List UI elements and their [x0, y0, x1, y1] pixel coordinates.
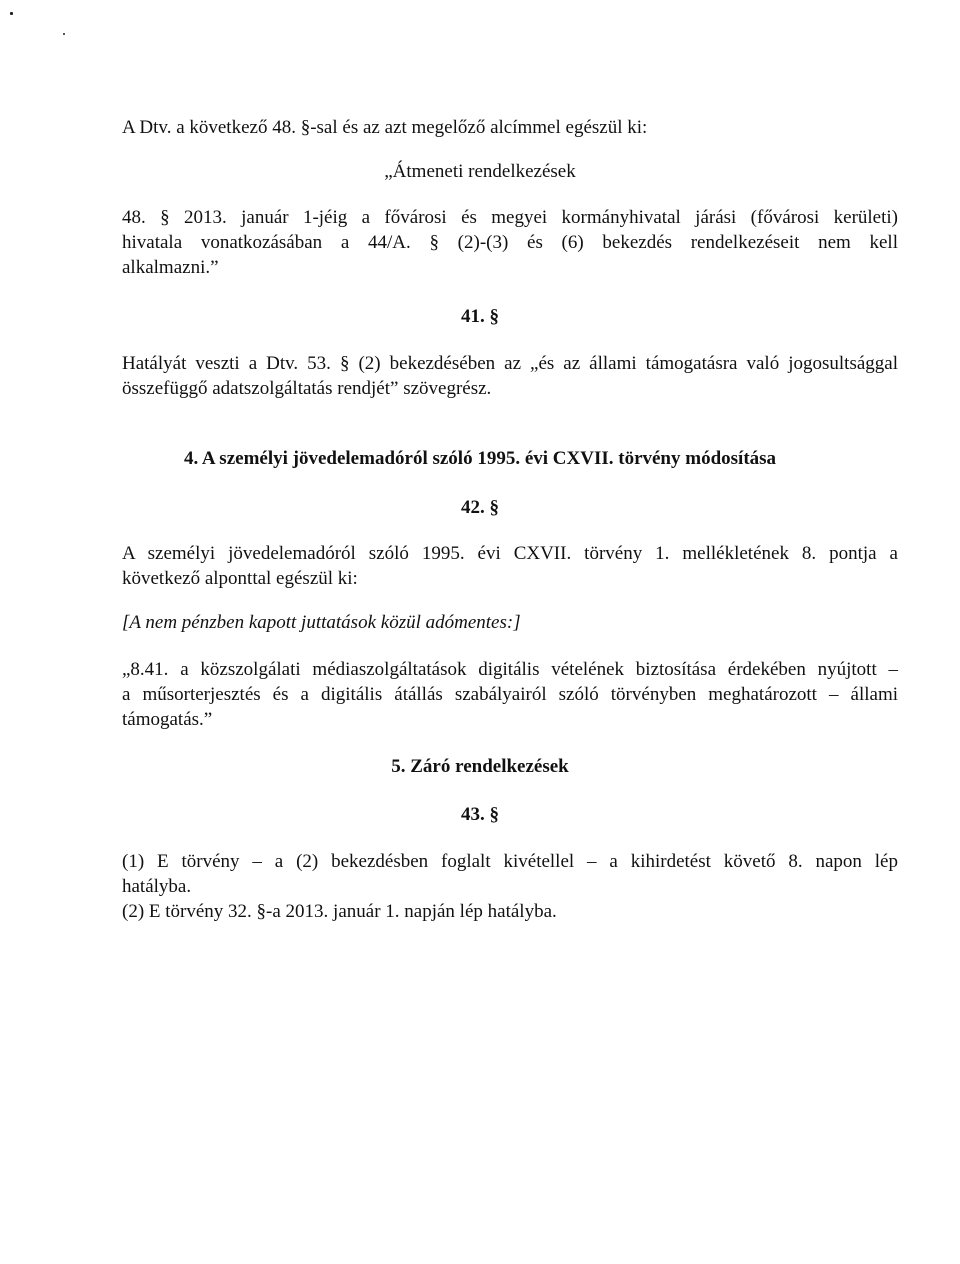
subtitle-atmeneti: „Átmeneti rendelkezések [384, 161, 576, 182]
section-43-line-3: (2) E törvény 32. §-a 2013. január 1. napján lép hatályba. [122, 901, 557, 922]
section-42-line-1: A személyi jövedelemadóról szóló 1995. évi CXVII. törvény 1. mellékletének 8. pontja a [122, 543, 898, 564]
scan-speck [63, 33, 65, 35]
section-42-heading: 42. § [461, 497, 499, 518]
point-8-41-line-2: a műsorterjesztés és a digitális átállás szabályairól szóló törvényben meghatározott – állami [122, 684, 898, 705]
paragraph-48-line-1: 48. § 2013. január 1-jéig a fővárosi és megyei kormányhivatal járási (fővárosi kerületi) [122, 207, 898, 228]
section-42-line-2: következő alponttal egészül ki: [122, 568, 358, 589]
section-42-context: [A nem pénzben kapott juttatások közül adómentes:] [122, 612, 521, 633]
section-43-line-1: (1) E törvény – a (2) bekezdésben foglalt kivétellel – a kihirdetést követő 8. napon lép [122, 851, 898, 872]
section-43-line-2: hatályba. [122, 876, 192, 897]
section-41-line-1: Hatályát veszti a Dtv. 53. § (2) bekezdésében az „és az állami támogatásra való jogosultsággal [122, 353, 898, 374]
section-43-heading: 43. § [461, 804, 499, 825]
paragraph-48-line-3: alkalmazni.” [122, 257, 219, 278]
section-41-heading: 41. § [461, 306, 499, 327]
chapter-5-heading: 5. Záró rendelkezések [391, 756, 569, 777]
scan-speck [10, 12, 13, 15]
paragraph-48-line-2: hivatala vonatkozásában a 44/A. § (2)-(3) és (6) bekezdés rendelkezéseit nem kell [122, 232, 898, 253]
chapter-4-heading: 4. A személyi jövedelemadóról szóló 1995. évi CXVII. törvény módosítása [183, 448, 777, 469]
section-41-line-2: összefüggő adatszolgáltatás rendjét” szövegrész. [122, 378, 492, 399]
point-8-41-line-1: „8.41. a közszolgálati médiaszolgáltatások digitális vételének biztosítása érdekében nyújtott – [122, 659, 898, 680]
point-8-41-line-3: támogatás.” [122, 709, 213, 730]
intro-text: A Dtv. a következő 48. §-sal és az azt megelőző alcímmel egészül ki: [122, 117, 648, 138]
